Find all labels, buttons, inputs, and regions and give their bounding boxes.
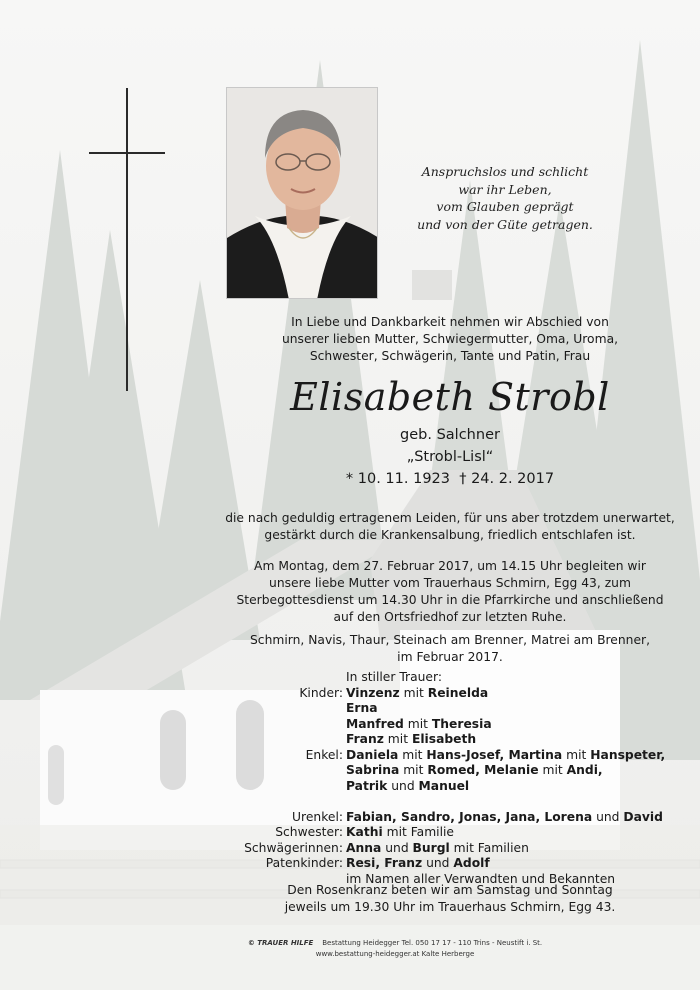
mourner-names (346, 856, 490, 872)
mourner-label: Patenkinder: (265, 856, 343, 870)
mourner-names (346, 701, 378, 717)
mourner-name-part: Resi, Franz (346, 856, 423, 870)
mourner-name-part: mit Familie (382, 825, 454, 839)
mourner-row (200, 825, 620, 841)
mourner-name-part: und (381, 840, 413, 855)
paragraph-line: auf den Ortsfriedhof zur letzten Ruhe. (333, 610, 567, 624)
footer (200, 938, 590, 960)
mourner-name-part: Patrik (346, 778, 388, 793)
mourner-row (200, 763, 620, 779)
poem-line: und von der Güte getragen. (417, 216, 593, 232)
mourner-name-part: Hanspeter, (590, 747, 666, 762)
mourner-name-part: mit (562, 747, 591, 762)
paragraph-line: Den Rosenkranz beten wir am Samstag und Sonntag (287, 883, 613, 897)
mourner-name-part: Daniela (346, 747, 399, 762)
mourner-name-part: mit (403, 716, 432, 731)
poem-line: war ihr Leben, (458, 181, 552, 197)
mourner-name-part: Adolf (453, 856, 490, 870)
footer-logo: © TRAUER HILFE (247, 939, 314, 947)
mourner-names (346, 825, 454, 841)
places-paragraph (220, 632, 680, 666)
mourner-name-part: mit Familien (449, 840, 529, 855)
mourners-list (200, 670, 666, 887)
mourner-rows (200, 685, 666, 888)
mourner-name-part: Elisabeth (411, 732, 477, 746)
paragraph-line: Am Montag, dem 27. Februar 2017, um 14.15 Uhr begleiten wir (254, 559, 646, 573)
mourner-row (200, 779, 620, 795)
footer-line1: Bestattung Heidegger Tel. 050 17 17 - 110 Trins - Neustift i. St. (322, 939, 543, 947)
mourner-name-part: und (422, 856, 454, 870)
mourners-heading: In stiller Trauer: (346, 670, 442, 684)
mourner-name-part: mit (399, 763, 428, 777)
mourner-names (346, 810, 663, 826)
paragraph-line: Schmirn, Navis, Thaur, Steinach am Brenner, Matrei am Brenner, (250, 633, 650, 647)
mourner-name-part: mit (383, 732, 412, 746)
intro-text (220, 314, 680, 365)
mourner-name-part: Reinelda (427, 685, 489, 700)
mourner-row (200, 856, 620, 872)
paragraph-line: Sterbegottesdienst um 14.30 Uhr in die Pfarrkirche und anschließend (236, 593, 664, 607)
mourner-name-part: und (592, 809, 624, 824)
mourner-name-part: Andi, (566, 763, 603, 777)
mourner-row (200, 732, 620, 748)
mourner-names (346, 748, 665, 764)
deceased-name: Elisabeth Strobl (290, 375, 610, 419)
mourner-names (346, 763, 603, 779)
funeral-paragraph (220, 558, 680, 626)
mourner-name-part: Vinzenz (346, 685, 400, 700)
mourner-name-part: Franz (346, 732, 384, 746)
mourner-names (346, 686, 488, 702)
mourner-label: Kinder: (299, 685, 343, 700)
poem-line: Anspruchslos und schlicht (421, 164, 589, 179)
mourner-name-part: Manfred (346, 716, 404, 731)
paragraph-line: gestärkt durch die Krankensalbung, friedlich entschlafen ist. (264, 528, 636, 542)
mourner-label: Schwägerinnen: (244, 840, 343, 855)
intro-line: unserer lieben Mutter, Schwiegermutter, Oma, Uroma, (281, 332, 619, 346)
mourners-heading-row (200, 670, 620, 686)
mourner-name-part: Kathi (346, 825, 383, 839)
paragraph-line: im Februar 2017. (397, 650, 503, 664)
mourner-name-part: Theresia (431, 716, 492, 731)
mourner-names (346, 841, 529, 857)
mourner-names (346, 779, 469, 795)
mourner-row (200, 701, 620, 717)
mourner-name-part: Burgl (412, 840, 450, 855)
mourner-name-part: mit (538, 763, 567, 777)
mourner-name-part: David (623, 809, 663, 824)
passing-paragraph (220, 510, 680, 544)
mourner-label: Urenkel: (292, 809, 343, 824)
maiden-name: geb. Salchner (400, 427, 500, 443)
mourner-name-part: und (387, 778, 419, 793)
mourner-row (200, 809, 663, 826)
nickname: „Strobl-Lisl“ (406, 449, 494, 465)
mourner-row (200, 794, 620, 810)
paragraph-line: jeweils um 19.30 Uhr im Trauerhaus Schmirn, Egg 43. (284, 900, 616, 914)
mourner-row (200, 841, 620, 857)
footer-line2[interactable]: www.bestattung-heidegger.at Kalte Herberge (315, 950, 475, 958)
cross-vertical (126, 88, 128, 391)
mourner-name-part: im Namen aller Verwandten und Bekannten (346, 871, 616, 886)
mourner-row (200, 717, 620, 733)
portrait-photo (226, 87, 378, 299)
poem-line: vom Glauben geprägt (436, 199, 574, 214)
mourner-name-part: Anna (346, 840, 382, 855)
mourner-label: Schwester: (275, 825, 343, 839)
cross-horizontal (89, 152, 165, 154)
mourner-row (200, 686, 620, 702)
mourner-name-part: Romed, Melanie (427, 763, 539, 777)
mourner-label: Enkel: (305, 747, 343, 762)
life-dates: * 10. 11. 1923 † 24. 2. 2017 (345, 471, 555, 487)
mourner-names (346, 732, 476, 748)
mourner-name-part: Hans-Josef, Martina (426, 747, 563, 762)
poem (405, 163, 605, 233)
mourner-name-part: mit (398, 747, 427, 762)
intro-line: Schwester, Schwägerin, Tante und Patin, Frau (309, 349, 591, 363)
mourner-names (346, 717, 492, 733)
mourner-row (200, 747, 666, 764)
mourner-name-part: Fabian, Sandro, Jonas, Jana, Lorena (346, 809, 593, 824)
paragraph-line: unsere liebe Mutter vom Trauerhaus Schmirn, Egg 43, zum (269, 576, 631, 590)
intro-line: In Liebe und Dankbarkeit nehmen wir Abschied von (291, 315, 609, 329)
mourner-name-part: mit (399, 685, 428, 700)
rosary-paragraph (220, 882, 680, 916)
mourner-name-part: Erna (346, 701, 378, 715)
mourner-name-part: Manuel (418, 778, 470, 793)
mourner-name-part: Sabrina (346, 763, 400, 777)
paragraph-line: die nach geduldig ertragenem Leiden, für uns aber trotzdem unerwartet, (225, 511, 675, 525)
